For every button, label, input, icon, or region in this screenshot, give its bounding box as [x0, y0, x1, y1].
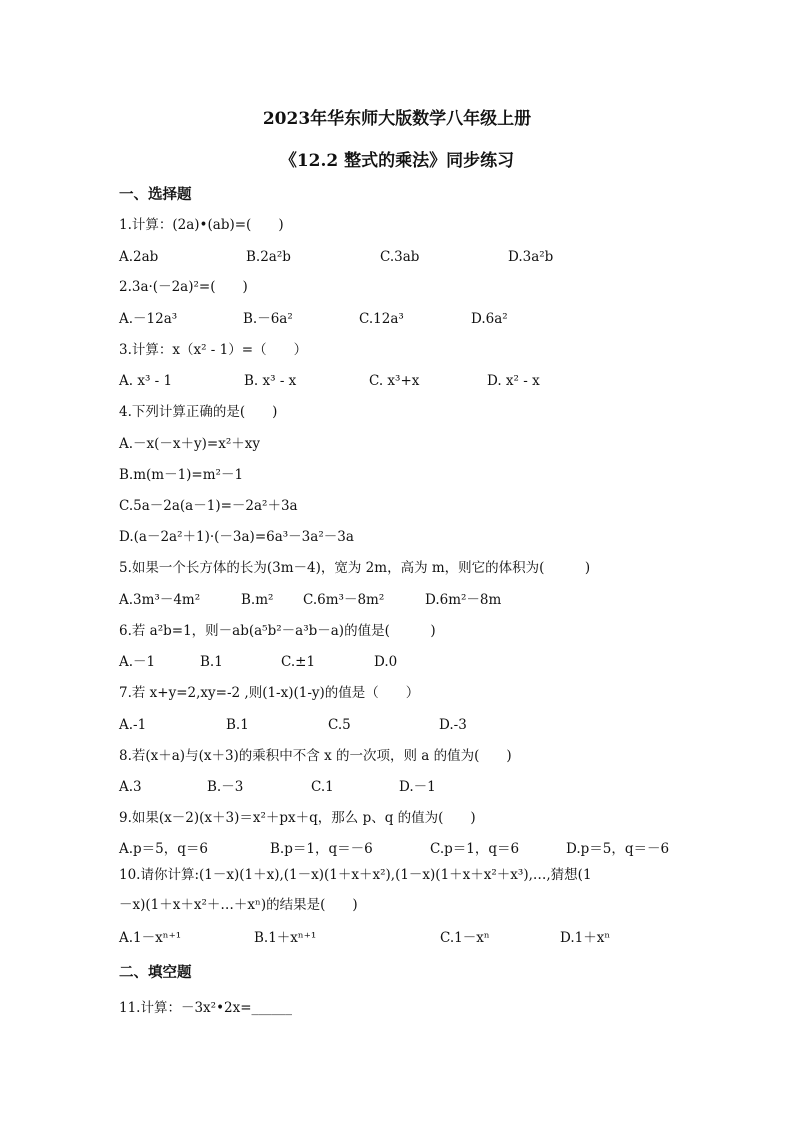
question-9-option-d: D.p＝5，q＝－6 — [566, 841, 670, 857]
section-heading-fill: 二、填空题 — [119, 964, 192, 981]
question-2-option-d: D.6a² — [471, 311, 508, 327]
question-8-option-a: A.3 — [119, 779, 142, 795]
question-4-option-a: A.－x(－x＋y)=x²＋xy — [119, 436, 261, 452]
question-2-stem: 2.3a·(－2a)²=( ) — [119, 279, 248, 295]
question-7-option-d: D.-3 — [439, 717, 467, 733]
question-6-option-d: D.0 — [374, 654, 398, 670]
question-3-option-b: B. x³ - x — [244, 373, 297, 389]
question-2-option-b: B.－6a² — [243, 311, 293, 327]
question-4-option-c: C.5a－2a(a－1)=－2a²＋3a — [119, 498, 298, 514]
question-3-stem: 3.计算：x（x² - 1）=（ ） — [119, 342, 308, 358]
question-4-stem: 4.下列计算正确的是( ) — [119, 404, 278, 420]
document-subtitle: 《12.2 整式的乘法》同步练习 — [279, 151, 515, 171]
question-11-stem: 11.计算：－3x²•2x=______ — [119, 1000, 293, 1016]
question-6-option-b: B.1 — [200, 654, 223, 670]
question-8-option-b: B.－3 — [207, 779, 244, 795]
question-1-stem: 1.计算：(2a)•(ab)=( ) — [119, 217, 284, 233]
question-8-stem: 8.若(x＋a)与(x＋3)的乘积中不含 x 的一次项，则 a 的值为( ) — [119, 748, 512, 764]
question-3-option-d: D. x² - x — [487, 373, 540, 389]
question-7-stem: 7.若 x+y=2,xy=-2 ,则(1-x)(1-y)的值是（ ） — [119, 685, 420, 701]
document-title: 2023年华东师大版数学八年级上册 — [262, 109, 532, 129]
question-10-option-b: B.1＋xⁿ⁺¹ — [254, 930, 317, 946]
question-5-option-d: D.6m²－8m — [425, 592, 502, 608]
question-10-stem-line-1: 10.请你计算:(1－x)(1＋x),(1－x)(1＋x＋x²),(1－x)(1＋x＋x²＋x³),…,猜想(1 — [119, 867, 592, 883]
question-3-option-a: A. x³ - 1 — [119, 373, 173, 389]
question-7-option-c: C.5 — [328, 717, 351, 733]
question-4-option-b: B.m(m－1)=m²－1 — [119, 467, 244, 483]
question-3-option-c: C. x³+x — [369, 373, 420, 389]
question-6-option-a: A.－1 — [119, 654, 156, 670]
question-10-option-d: D.1＋xⁿ — [560, 930, 611, 946]
question-9-stem: 9.如果(x－2)(x＋3)＝x²＋px＋q，那么 p、q 的值为( ) — [119, 810, 476, 826]
question-8-option-c: C.1 — [311, 779, 334, 795]
question-8-option-d: D.－1 — [399, 779, 436, 795]
question-2-option-c: C.12a³ — [359, 311, 404, 327]
question-5-option-a: A.3m³－4m² — [119, 592, 201, 608]
question-1-option-b: B.2a²b — [246, 249, 291, 265]
section-heading-choice: 一、选择题 — [119, 186, 192, 203]
question-10-option-c: C.1－xⁿ — [440, 930, 490, 946]
question-1-option-c: C.3ab — [380, 249, 420, 265]
question-2-option-a: A.－12a³ — [119, 311, 178, 327]
question-7-option-a: A.-1 — [119, 717, 147, 733]
question-6-stem: 6.若 a²b=1，则－ab(a⁵b²－a³b－a)的值是( ) — [119, 623, 436, 639]
question-6-option-c: C.±1 — [281, 654, 316, 670]
question-9-option-a: A.p＝5，q＝6 — [119, 841, 209, 857]
question-1-option-a: A.2ab — [119, 249, 159, 265]
question-5-option-c: C.6m³－8m² — [303, 592, 385, 608]
question-1-option-d: D.3a²b — [508, 249, 554, 265]
question-7-option-b: B.1 — [226, 717, 249, 733]
question-5-stem: 5.如果一个长方体的长为(3m－4)，宽为 2m，高为 m，则它的体积为( ) — [119, 560, 591, 576]
question-5-option-b: B.m² — [241, 592, 274, 608]
question-9-option-b: B.p＝1，q＝－6 — [270, 841, 373, 857]
question-4-option-d: D.(a－2a²＋1)·(－3a)=6a³－3a²－3a — [119, 529, 354, 545]
question-9-option-c: C.p＝1，q＝6 — [430, 841, 520, 857]
question-10-option-a: A.1－xⁿ⁺¹ — [119, 930, 182, 946]
question-10-stem-line-2: －x)(1＋x＋x²＋…＋xⁿ)的结果是( ) — [119, 897, 358, 913]
